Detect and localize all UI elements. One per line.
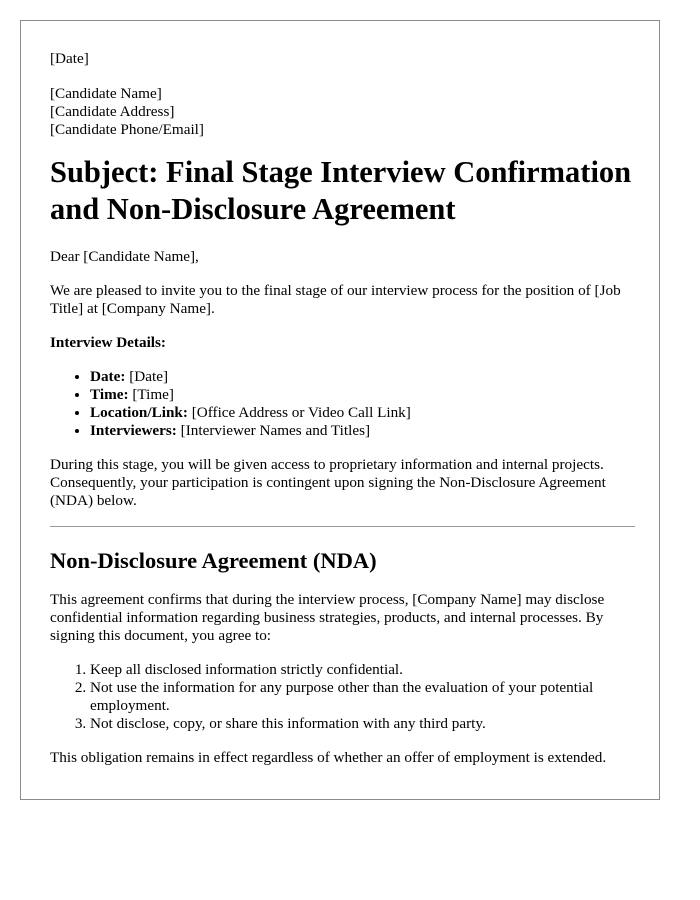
- candidate-contact: [Candidate Phone/Email]: [50, 121, 204, 138]
- letter-date: [Date]: [50, 50, 89, 67]
- nda-terms-list: [50, 661, 635, 733]
- detail-value: [Date]: [125, 368, 169, 385]
- list-item: [90, 422, 635, 440]
- access-paragraph: During this stage, you will be given access to proprietary information and internal projects. Consequently, your participation is contingent upon signing the Non-Disclosure Agreement (NDA) below.: [50, 456, 606, 509]
- interview-details-heading: Interview Details:: [50, 334, 166, 351]
- intro-paragraph: We are pleased to invite you to the final stage of our interview process for the position of [Job Title] at [Company Name].: [50, 282, 621, 317]
- greeting: Dear [Candidate Name],: [50, 248, 199, 265]
- detail-label: Date:: [90, 368, 126, 385]
- detail-value: [Interviewer Names and Titles]: [176, 422, 371, 439]
- section-divider: [50, 526, 635, 527]
- nda-intro-paragraph: This agreement confirms that during the interview process, [Company Name] may disclose confidential information regarding business strategies, products, and internal processes. By signing this document, you agree to:: [50, 591, 605, 644]
- subject-heading: Subject: Final Stage Interview Confirmation and Non-Disclosure Agreement: [50, 155, 632, 226]
- list-item: [90, 386, 635, 404]
- list-item: [90, 368, 635, 386]
- interview-details-list: [50, 368, 635, 440]
- list-item: 2. Not use the information for any purpose other than the evaluation of your potential employment.: [90, 679, 635, 715]
- letter-page: [20, 20, 660, 800]
- candidate-address: [Candidate Address]: [50, 103, 175, 120]
- detail-label: Time:: [90, 386, 129, 403]
- obligation-paragraph: This obligation remains in effect regardless of whether an offer of employment is extended.: [50, 749, 607, 766]
- letter-content: [50, 21, 635, 767]
- detail-label: Interviewers:: [90, 422, 177, 439]
- detail-value: [Time]: [128, 386, 174, 403]
- list-item: [90, 404, 635, 422]
- candidate-name: [Candidate Name]: [50, 85, 162, 102]
- list-item: 3. Not disclose, copy, or share this information with any third party.: [90, 715, 635, 733]
- detail-value: [Office Address or Video Call Link]: [187, 404, 411, 421]
- nda-heading: Non-Disclosure Agreement (NDA): [50, 548, 377, 573]
- list-item: 1. Keep all disclosed information strictly confidential.: [90, 661, 635, 679]
- detail-label: Location/Link:: [90, 404, 188, 421]
- candidate-address-block: [50, 85, 635, 139]
